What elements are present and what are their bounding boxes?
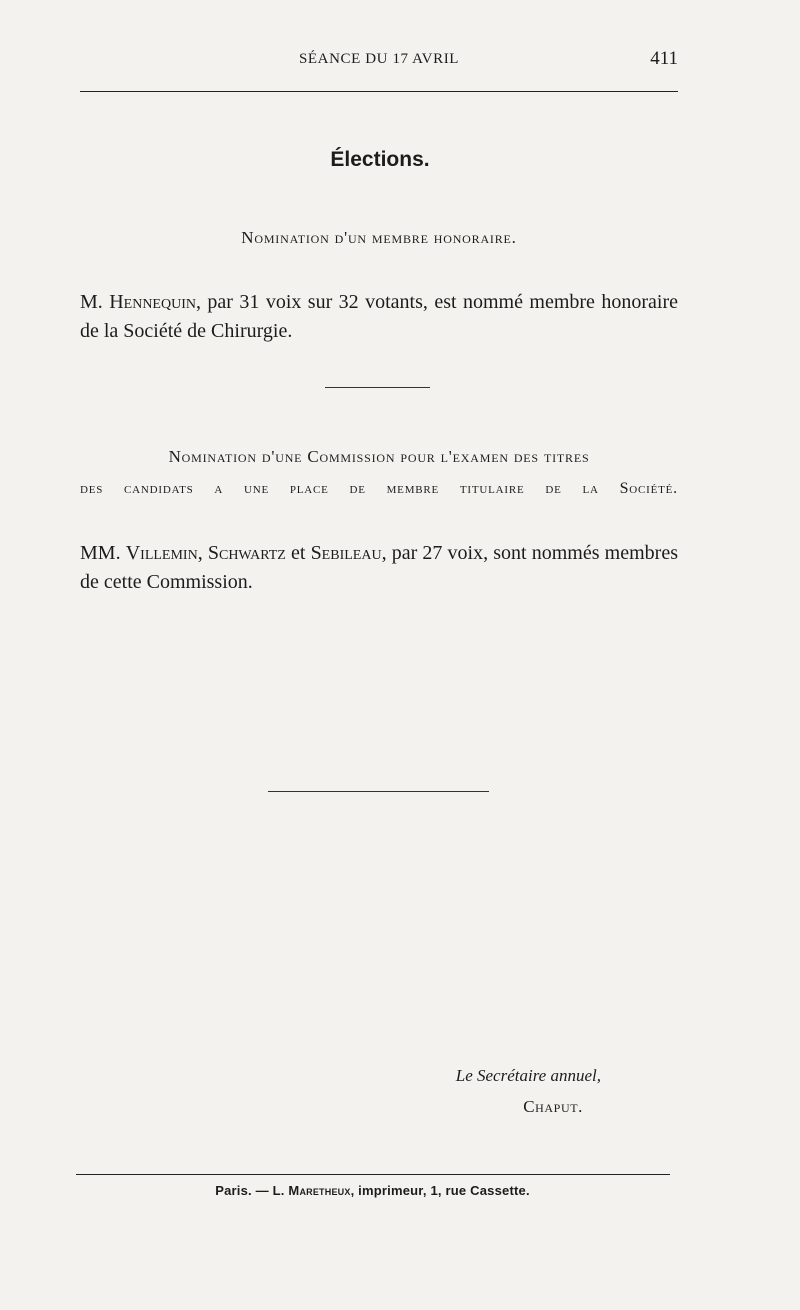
honorary-member-paragraph — [80, 288, 678, 346]
commission-heading-line-2: des candidats a une place de membre titulaire de la Société. — [80, 480, 678, 497]
commission-paragraph — [80, 539, 678, 597]
end-divider — [268, 791, 489, 792]
paragraph-text: , par 27 voix, sont nommés membres de cette Commission. — [80, 542, 678, 593]
paragraph-prefix: MM. — [80, 542, 126, 564]
paragraph-prefix: M. — [80, 291, 110, 313]
printer-imprint — [0, 1183, 745, 1198]
person-name: Villemin — [125, 542, 198, 564]
printer-name: Maretheux — [288, 1183, 351, 1198]
header-rule — [80, 91, 678, 92]
section-divider — [325, 387, 430, 388]
person-name: Hennequin — [109, 291, 196, 313]
commission-heading-line-1: Nomination d'une Commission pour l'examen des titres — [168, 447, 590, 466]
section-title: Élections. — [330, 148, 430, 171]
signature-name: Chaput. — [523, 1097, 583, 1116]
page-number: 411 — [650, 48, 678, 69]
signature-title: Le Secrétaire annuel, — [455, 1066, 601, 1085]
running-header — [80, 48, 678, 74]
separator: et — [285, 542, 311, 564]
honorary-member-heading: Nomination d'un membre honoraire. — [241, 228, 517, 247]
running-title: SÉANCE DU 17 AVRIL — [298, 51, 460, 67]
paragraph-text: , par 31 voix sur 32 votants, est nommé membre honoraire de la Société de Chirurgie. — [80, 291, 678, 342]
person-name: Sebileau — [310, 542, 382, 564]
imprint-prefix: Paris. — L. — [215, 1183, 289, 1198]
person-name: Schwartz — [207, 542, 286, 564]
separator: , — [197, 542, 208, 564]
footer-rule — [76, 1174, 670, 1175]
imprint-suffix: , imprimeur, 1, rue Cassette. — [350, 1183, 530, 1198]
